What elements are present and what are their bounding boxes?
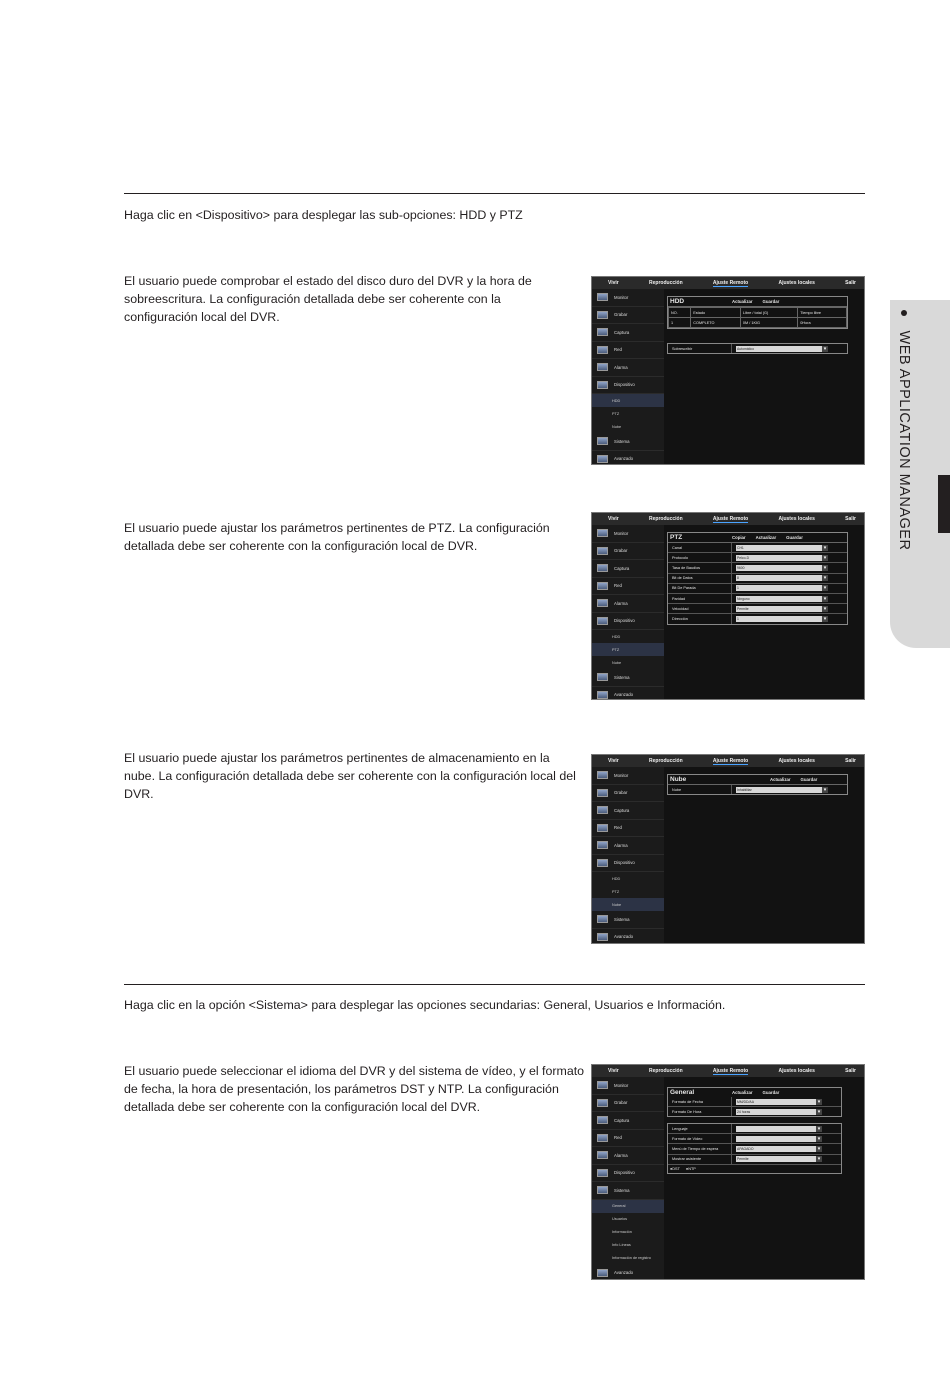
film-reel-icon <box>597 789 608 797</box>
table-header: Libre / total (G) <box>740 308 797 318</box>
submenu-general[interactable]: General <box>592 1200 664 1213</box>
nav-reproduccion[interactable]: Reproducción <box>649 1068 683 1074</box>
menu-alarma[interactable]: Alarma <box>592 837 664 855</box>
guardar-button[interactable]: Guardar <box>786 535 803 540</box>
menu-grabar[interactable]: Grabar <box>592 543 664 561</box>
device-icon <box>597 381 608 389</box>
submenu-hdd[interactable]: HDD <box>612 634 621 639</box>
device-icon <box>597 1169 608 1177</box>
menu-grabar[interactable]: Grabar <box>592 785 664 803</box>
copiar-button[interactable]: Copiar <box>732 535 746 540</box>
table-header: Tiempo libre <box>798 308 847 318</box>
nav-salir[interactable]: Salir <box>845 280 856 286</box>
field-nube: Nube Inhabilitar ▾ <box>668 785 847 794</box>
field-baudios: Tasa de Baudios 9600 ▾ <box>668 563 847 573</box>
system-icon <box>597 437 608 445</box>
nube-description: El usuario puede ajustar los parámetros pertinentes de almacenamiento en la nube. La configuración detallada debe ser coherente con la configuración local del DVR. <box>124 751 576 801</box>
advanced-icon <box>597 1269 608 1277</box>
menu-captura[interactable]: Captura <box>592 324 664 342</box>
device-icon <box>597 617 608 625</box>
alarm-icon <box>597 363 608 371</box>
menu-monitor[interactable]: Monitor <box>592 767 664 785</box>
alarm-icon <box>597 841 608 849</box>
bit-datos-select[interactable]: 8 ▾ <box>736 575 828 581</box>
system-icon <box>597 673 608 681</box>
menu-captura[interactable]: Captura <box>592 802 664 820</box>
nav-reproduccion[interactable]: Reproducción <box>649 516 683 522</box>
table-cell: 0M / 1KIG <box>740 318 797 328</box>
table-row <box>669 318 847 328</box>
general-panel-lower <box>667 1123 842 1174</box>
film-reel-icon <box>597 311 608 319</box>
monitor-icon <box>597 1081 608 1089</box>
alarm-icon <box>597 599 608 607</box>
field-velocidad: Velocidad Permite ▾ <box>668 604 847 614</box>
submenu-hdd[interactable]: HDD <box>592 394 664 407</box>
nube-panel <box>667 774 848 795</box>
nube-screenshot <box>591 754 865 944</box>
menu-red[interactable]: Red <box>592 820 664 838</box>
submenu-info-registro[interactable]: Información de registro <box>612 1256 651 1260</box>
velocidad-select[interactable]: Permite ▾ <box>736 606 828 612</box>
field-formato-video: Formato de Vídeo ▾ <box>668 1134 841 1144</box>
overwrite-panel <box>667 343 848 354</box>
submenu-hdd[interactable]: HDD <box>612 876 621 881</box>
monitor-icon <box>597 771 608 779</box>
menu-dispositivo[interactable]: Dispositivo <box>592 377 664 395</box>
submenu-usuarios[interactable]: Usuarios <box>612 1217 627 1221</box>
nav-vivir[interactable]: Vivir <box>608 758 619 764</box>
field-formato-fecha: Formato de Fecha MM/DD/AA ▾ <box>668 1097 841 1107</box>
submenu-nube[interactable]: Nube <box>612 424 622 429</box>
sidebar <box>592 767 664 943</box>
advanced-icon <box>597 933 608 941</box>
asistente-select[interactable]: Permite ▾ <box>736 1156 822 1162</box>
table-header-row <box>669 308 847 318</box>
bit-parada-select[interactable]: 1 ▾ <box>736 585 828 591</box>
panel-title: PTZ <box>670 534 683 541</box>
guardar-button[interactable]: Guardar <box>762 299 780 304</box>
side-section-tab <box>890 300 950 648</box>
formato-hora-select[interactable]: 24 horas ▾ <box>736 1109 822 1115</box>
field-bit-parada: Bit De Parada 1 ▾ <box>668 584 847 594</box>
section-divider <box>124 193 865 194</box>
menu-captura[interactable]: Captura <box>592 1112 664 1130</box>
table-cell: 1 <box>669 318 691 328</box>
general-panel <box>667 1087 842 1117</box>
ntp-radio-label: NTP <box>688 1166 696 1171</box>
field-formato-hora: Formato De Hora 24 horas ▾ <box>668 1107 841 1116</box>
submenu-informacion[interactable]: Información <box>612 1230 632 1234</box>
panel-title: HDD <box>670 298 685 305</box>
menu-red[interactable]: Red <box>592 1130 664 1148</box>
field-tiempo-espera: Menú de Tiempo de espera APAGADO ▾ <box>668 1144 841 1154</box>
camera-icon <box>597 806 608 814</box>
menu-alarma[interactable]: Alarma <box>592 1147 664 1165</box>
camera-icon <box>597 564 608 572</box>
dispositivo-intro: Haga clic en <Dispositivo> para desplegar las sub-opciones: HDD y PTZ <box>124 208 523 222</box>
tiempo-espera-select[interactable]: APAGADO ▾ <box>736 1146 822 1152</box>
system-icon <box>597 915 608 923</box>
guardar-button[interactable]: Guardar <box>762 1090 780 1095</box>
actualizar-button[interactable]: Actualizar <box>732 299 753 304</box>
field-paridad: Paridad Ninguno ▾ <box>668 594 847 604</box>
general-screenshot <box>591 1064 865 1280</box>
menu-sistema[interactable]: Sistema <box>592 433 664 451</box>
menu-captura[interactable]: Captura <box>592 560 664 578</box>
actualizar-button[interactable]: Actualizar <box>732 1090 753 1095</box>
ptz-screenshot <box>591 512 865 700</box>
top-nav <box>592 513 864 525</box>
field-direccion: Dirección 1 ▾ <box>668 614 847 623</box>
menu-grabar[interactable]: Grabar <box>592 1095 664 1113</box>
camera-icon <box>597 1116 608 1124</box>
monitor-icon <box>597 293 608 301</box>
bullet-icon <box>901 310 907 316</box>
dst-radio-label: DST <box>672 1166 680 1171</box>
table-cell: 0Hora <box>798 318 847 328</box>
submenu-ptz[interactable]: PTZ <box>612 411 620 416</box>
ntp-radio-icon[interactable]: ● <box>685 1166 689 1171</box>
baudios-select[interactable]: 9600 ▾ <box>736 565 828 571</box>
table-cell: COMPLETO <box>691 318 741 328</box>
field-bit-datos: Bit de Datos 8 ▾ <box>668 574 847 584</box>
menu-sistema[interactable]: Sistema <box>592 911 664 929</box>
monitor-icon <box>597 529 608 537</box>
ptz-panel <box>667 532 848 625</box>
nube-select[interactable]: Inhabilitar ▾ <box>736 787 828 793</box>
lenguaje-select[interactable] <box>736 1126 822 1132</box>
field-asistente: Mostrar asistente Permite ▾ <box>668 1155 841 1165</box>
section-divider <box>124 984 865 985</box>
submenu-ptz[interactable]: PTZ <box>612 889 620 894</box>
system-icon <box>597 1186 608 1194</box>
guardar-button[interactable]: Guardar <box>800 777 818 782</box>
sistema-intro: Haga clic en la opción <Sistema> para desplegar las opciones secundarias: General, Usuarios e Información. <box>124 998 726 1012</box>
submenu-nube[interactable]: Nube <box>612 660 622 665</box>
network-icon <box>597 824 608 832</box>
nav-ajuste-remoto[interactable]: Ajuste Remoto <box>712 1067 749 1074</box>
menu-red[interactable]: Red <box>592 578 664 596</box>
menu-monitor[interactable]: Monitor <box>592 1077 664 1095</box>
nav-reproduccion[interactable]: Reproducción <box>649 758 683 764</box>
film-reel-icon <box>597 547 608 555</box>
overwrite-label: Sobrescribir <box>668 344 732 353</box>
menu-monitor[interactable]: Monitor <box>592 289 664 307</box>
hdd-description: El usuario puede comprobar el estado del disco duro del DVR y la hora de sobreescritura. La configuración detallada debe ser coherente con la configuración local del DVR. <box>124 274 532 324</box>
menu-sistema[interactable]: Sistema <box>592 669 664 687</box>
nav-ajustes-locales[interactable]: Ajustes locales <box>778 516 815 522</box>
film-reel-icon <box>597 1099 608 1107</box>
general-description: El usuario puede seleccionar el idioma del DVR y del sistema de vídeo, y el formato de fecha, la hora de presentación, los parámetros DST y NTP. La configuración detallada debe ser coherente con la configuración local del DVR. <box>124 1064 585 1114</box>
network-icon <box>597 346 608 354</box>
sidebar <box>592 1077 664 1279</box>
menu-avanzado[interactable]: Avanzado <box>592 687 664 701</box>
field-lenguaje: Lenguaje ▾ <box>668 1124 841 1134</box>
formato-video-select[interactable] <box>736 1136 822 1142</box>
actualizar-button[interactable]: Actualizar <box>755 535 777 540</box>
submenu-ptz[interactable]: PTZ <box>592 643 664 656</box>
overwrite-select[interactable]: Automático ▾ <box>736 346 828 352</box>
field-canal: Canal CH1 ▾ <box>668 543 847 553</box>
hdd-table <box>668 307 847 328</box>
canal-select[interactable]: CH1 ▾ <box>736 545 828 551</box>
sidebar <box>592 289 664 464</box>
nav-vivir[interactable]: Vivir <box>608 516 619 522</box>
menu-sistema[interactable]: Sistema <box>592 1182 664 1200</box>
alarm-icon <box>597 1151 608 1159</box>
hdd-screenshot <box>591 276 865 465</box>
nav-ajuste-remoto[interactable]: Ajuste Remoto <box>712 279 749 286</box>
table-header: Estado <box>691 308 741 318</box>
menu-dispositivo[interactable]: Dispositivo <box>592 613 664 631</box>
camera-icon <box>597 328 608 336</box>
nav-vivir[interactable]: Vivir <box>608 280 619 286</box>
top-nav <box>592 755 864 767</box>
panel-title: Nube <box>670 776 687 783</box>
top-nav <box>592 277 864 289</box>
dst-radio-icon[interactable]: ● <box>670 1166 673 1171</box>
nav-salir[interactable]: Salir <box>845 516 856 522</box>
menu-dispositivo[interactable]: Dispositivo <box>592 1165 664 1183</box>
advanced-icon <box>597 455 608 463</box>
side-tab-marker <box>938 475 950 533</box>
nav-reproduccion[interactable]: Reproducción <box>649 280 683 286</box>
dst-ntp-radios <box>668 1165 841 1173</box>
ptz-description: El usuario puede ajustar los parámetros pertinentes de PTZ. La configuración detallada debe ser coherente con la configuración local de DVR. <box>124 521 550 553</box>
nav-salir[interactable]: Salir <box>845 1068 856 1074</box>
nav-ajustes-locales[interactable]: Ajustes locales <box>778 1068 815 1074</box>
actualizar-button[interactable]: Actualizar <box>770 777 791 782</box>
submenu-log[interactable]: Info Líneas <box>612 1243 631 1247</box>
menu-alarma[interactable]: Alarma <box>592 595 664 613</box>
network-icon <box>597 1134 608 1142</box>
side-tab-label: WEB APPLICATION MANAGER <box>896 310 912 550</box>
panel-title: General <box>670 1089 695 1096</box>
direccion-select[interactable]: 1 ▾ <box>736 616 828 622</box>
table-header: NO. <box>669 308 691 318</box>
advanced-icon <box>597 691 608 699</box>
nav-ajuste-remoto[interactable]: Ajuste Remoto <box>712 515 749 522</box>
sidebar <box>592 525 664 699</box>
menu-red[interactable]: Red <box>592 342 664 360</box>
protocolo-select[interactable]: Pelco-D ▾ <box>736 555 828 561</box>
nav-ajustes-locales[interactable]: Ajustes locales <box>778 280 815 286</box>
field-protocolo: Protocolo Pelco-D ▾ <box>668 553 847 563</box>
nav-ajustes-locales[interactable]: Ajustes locales <box>778 758 815 764</box>
network-icon <box>597 582 608 590</box>
menu-alarma[interactable]: Alarma <box>592 359 664 377</box>
device-icon <box>597 859 608 867</box>
menu-dispositivo[interactable]: Dispositivo <box>592 855 664 873</box>
formato-fecha-select[interactable]: MM/DD/AA ▾ <box>736 1099 822 1105</box>
nav-salir[interactable]: Salir <box>845 758 856 764</box>
menu-avanzado[interactable]: Avanzado <box>592 929 664 945</box>
nav-ajuste-remoto[interactable]: Ajuste Remoto <box>712 757 749 764</box>
top-nav <box>592 1065 864 1077</box>
submenu-nube[interactable]: Nube <box>592 898 664 911</box>
menu-monitor[interactable]: Monitor <box>592 525 664 543</box>
nav-vivir[interactable]: Vivir <box>608 1068 619 1074</box>
paridad-select[interactable]: Ninguno ▾ <box>736 596 828 602</box>
hdd-panel <box>667 296 848 329</box>
menu-avanzado[interactable]: Avanzado <box>592 1265 664 1281</box>
menu-grabar[interactable]: Grabar <box>592 307 664 325</box>
menu-avanzado[interactable]: Avanzado <box>592 451 664 466</box>
